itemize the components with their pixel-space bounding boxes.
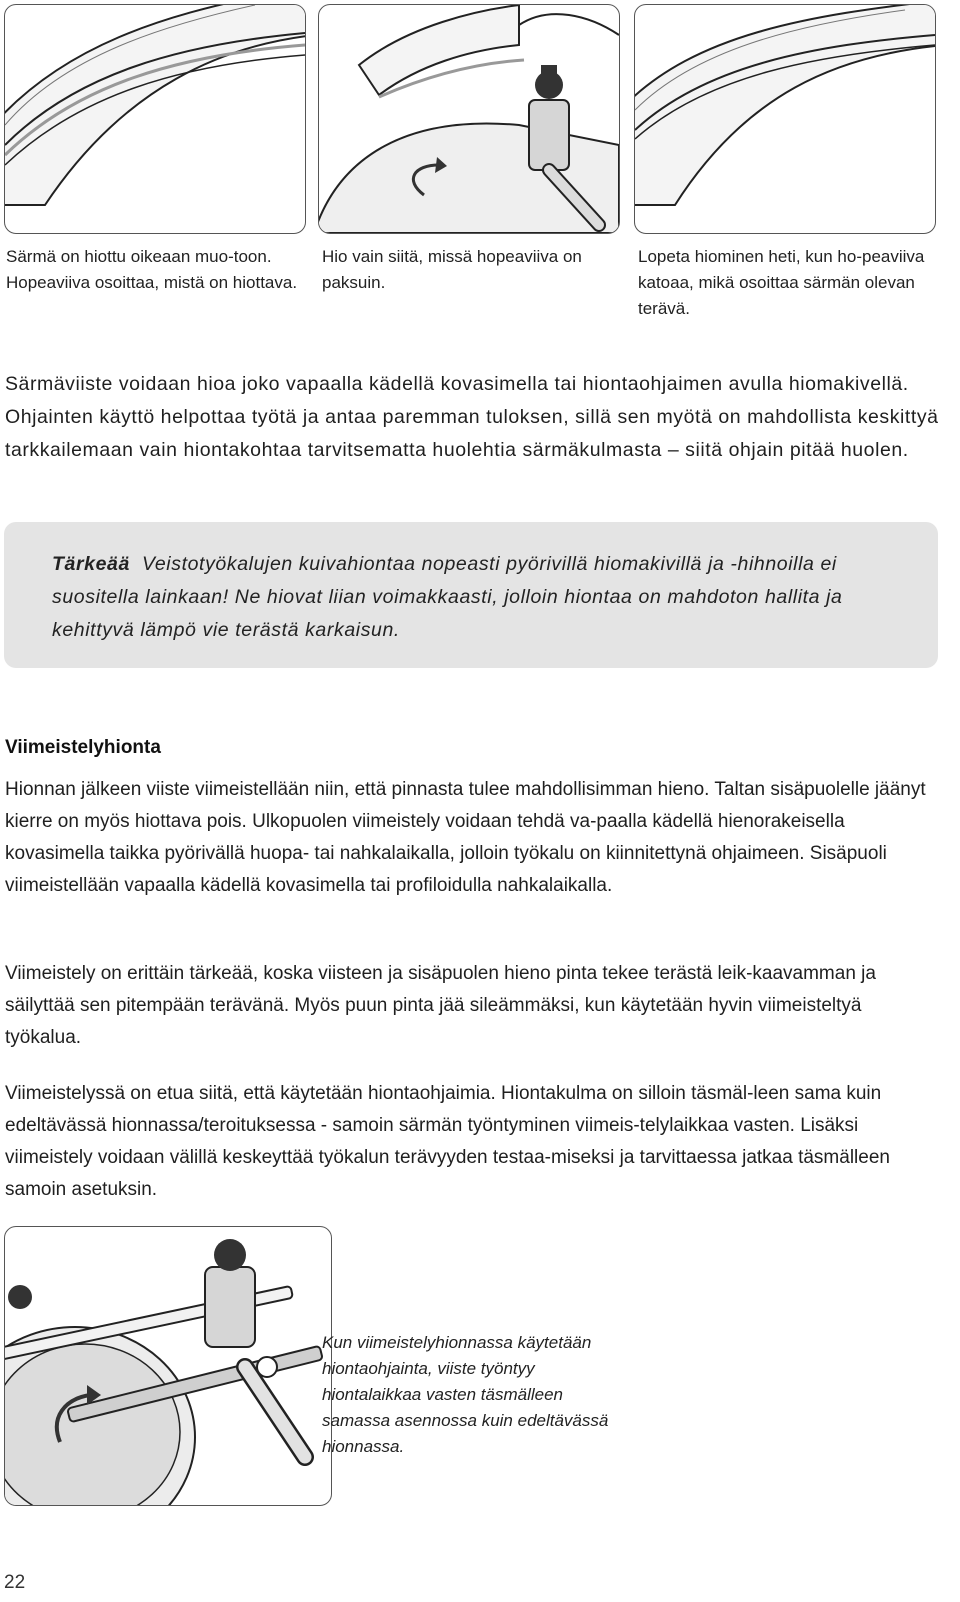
grinding-guide-drawing xyxy=(319,5,619,233)
caption-stop-grinding: Lopeta hiominen heti, kun ho-peaviiva katoaa, mikä osoittaa särmän olevan terävä. xyxy=(638,247,925,318)
important-note-box xyxy=(4,522,938,668)
illustration-bevel-correct xyxy=(4,4,306,234)
illustration-stop-grinding xyxy=(634,4,936,234)
section-paragraph-1: Hionnan jälkeen viiste viimeistellään niin, että pinnasta tulee mahdollisimman hieno. Taltan sisäpuolelle jäänyt kierre on myös hiottava pois. Ulkopuolen viimeistely voidaan tehdä va-paalla kädellä hienorakeisella kovasimella taikka pyörivällä huopa- tai nahkalaikalla, jolloin työkalu on kiinnitettynä ohjaimeen. Sisäpuoli viimeistellään vapaalla kädellä kovasimella tai profiloidulla nahkalaikalla. xyxy=(5,779,926,896)
sharp-edge-drawing xyxy=(635,5,935,233)
important-note-text xyxy=(52,548,912,647)
finishing-wheel-drawing xyxy=(5,1227,331,1505)
section-heading: Viimeistelyhionta xyxy=(5,737,161,758)
section-paragraph-2: Viimeistely on erittäin tärkeää, koska viisteen ja sisäpuolen hieno pinta tekee terästä leik-kaavamman ja säilyttää sen pitempään terävänä. Myös puun pinta jää sileämmäksi, kun käytetään hyvin viimeisteltyä työkalua. xyxy=(5,963,876,1048)
page-number: 22 xyxy=(4,1572,26,1593)
illustration-grinding-guide xyxy=(318,4,620,234)
caption-bevel-correct: Särmä on hiottu oikeaan muo-toon. Hopeaviiva osoittaa, mistä on hiottava. xyxy=(6,247,298,292)
illustration-finishing xyxy=(4,1226,332,1506)
important-note-label: Tärkeää xyxy=(52,553,130,575)
important-note-body: Veistotyökalujen kuivahiontaa nopeasti pyörivillä hiomakivillä ja -hihnoilla ei suositella lainkaan! Ne hiovat liian voimakkaasti, jolloin hiontaa on mahdoton hallita ja kehittyvä lämpö vie terästä karkaisun. xyxy=(52,553,843,641)
caption-grinding-guide: Hio vain siitä, missä hopeaviiva on paksuin. xyxy=(322,247,582,292)
intro-paragraph: Särmäviiste voidaan hioa joko vapaalla kädellä kovasimella tai hiontaohjaimen avulla hiomakivellä. Ohjainten käyttö helpottaa työtä ja antaa paremman tuloksen, sillä sen myötä on mahdollista keskittyä tarkkailemaan vain hiontakohtaa tarvitsematta huolehtia särmäkulmasta – siitä ohjain pitää huolen. xyxy=(5,373,939,461)
chisel-bevel-drawing xyxy=(5,5,305,233)
finishing-caption: Kun viimeistelyhionnassa käytetään hiontaohjainta, viiste työntyy hiontalaikkaa vasten täsmälleen samassa asennossa kuin edeltävässä hionnassa. xyxy=(322,1333,609,1456)
section-paragraph-3: Viimeistelyssä on etua siitä, että käytetään hiontaohjaimia. Hiontakulma on silloin täsmäl-leen sama kuin edeltävässä hionnassa/teroituksessa - samoin särmän työntyminen viimeis-telylaikkaa vasten. Lisäksi viimeistely voidaan välillä keskeyttää työkalun terävyyden testaa-miseksi ja tarvittaessa jatkaa täsmälleen samoin asetuksin. xyxy=(5,1083,890,1200)
